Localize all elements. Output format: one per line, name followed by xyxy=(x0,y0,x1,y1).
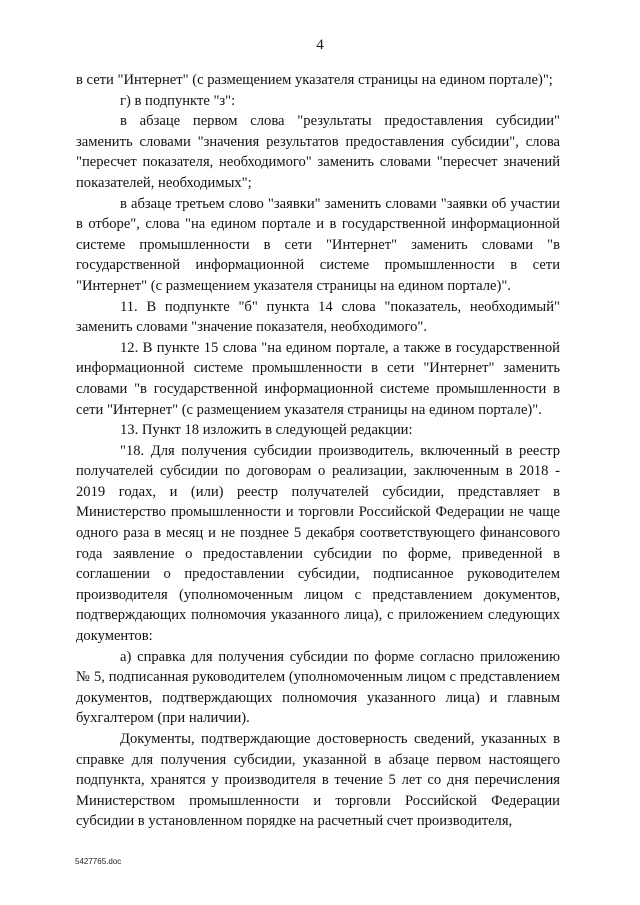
document-body xyxy=(76,70,560,832)
paragraph-item-13: 13. Пункт 18 изложить в следующей редакции: xyxy=(120,422,413,439)
paragraph-item-11: 11. В подпункте "б" пункта 14 слова "показатель, необходимый" заменить словами "значение показателя, необходимого". xyxy=(76,298,560,336)
paragraph-first-abzac: в абзаце первом слова "результаты предоставления субсидии" заменить словами "значения результатов предоставления субсидии", слова "пересчет показателя, необходимого" заменить словами "пересчет значений показателей, необходимых"; xyxy=(76,113,560,191)
paragraph-subitem-a: а) справка для получения субсидии по форме согласно приложению № 5, подписанная руководителем (уполномоченным лицом с представлением документов, подтверждающих полномочия указанного лица) и главным бухгалтером (при наличии). xyxy=(76,648,560,727)
paragraph-item-12: 12. В пункте 15 слова "на едином портале, а также в государственной информационной системе промышленности в сети "Интернет" заменить словами "в государственной информационной системе промышленности в сети "Интернет" (с размещением указателя страницы на едином портале)". xyxy=(76,339,560,418)
paragraph-continuation: в сети "Интернет" (с размещением указателя страницы на едином портале)"; xyxy=(76,72,553,88)
paragraph-item-18: "18. Для получения субсидии производитель, включенный в реестр получателей субсидии по договорам о реализации, заключенным в 2018 - 2019 годах, и (или) реестр получателей субсидии, представляет в Министерство промышленности и торговли Российской Федерации не чаще одного раза в месяц и не позднее 5 декабря соответствующего финансового года заявление о предоставлении субсидии по форме, приведенной в соглашении о предоставлении субсидии, подписанное руководителем производителя (уполномоченным лицом с представлением документов, подтверждающих полномочия указанного лица), с приложением следующих документов: xyxy=(76,442,560,645)
paragraph-subitem-g: г) в подпункте "з": xyxy=(120,92,236,109)
paragraph-third-abzac: в абзаце третьем слово "заявки" заменить словами "заявки об участии в отборе", слова "на едином портале и в государственной информационной системе промышленности в сети "Интернет" заменить словами "в государственной информационной системе промышленности в сети "Интернет" (с размещением указателя страницы на едином портале)". xyxy=(76,195,560,294)
paragraph-documents: Документы, подтверждающие достоверность сведений, указанных в справке для получения субсидии, указанной в абзаце первом настоящего подпункта, хранятся у производителя в течение 5 лет со дня перечисления Министерством промышленности и торговли Российской Федерации субсидии в установленном порядке на расчетный счет производителя, xyxy=(76,731,560,830)
page-number: 4 xyxy=(316,37,324,53)
footer-filename: 5427765.doc xyxy=(75,857,122,866)
